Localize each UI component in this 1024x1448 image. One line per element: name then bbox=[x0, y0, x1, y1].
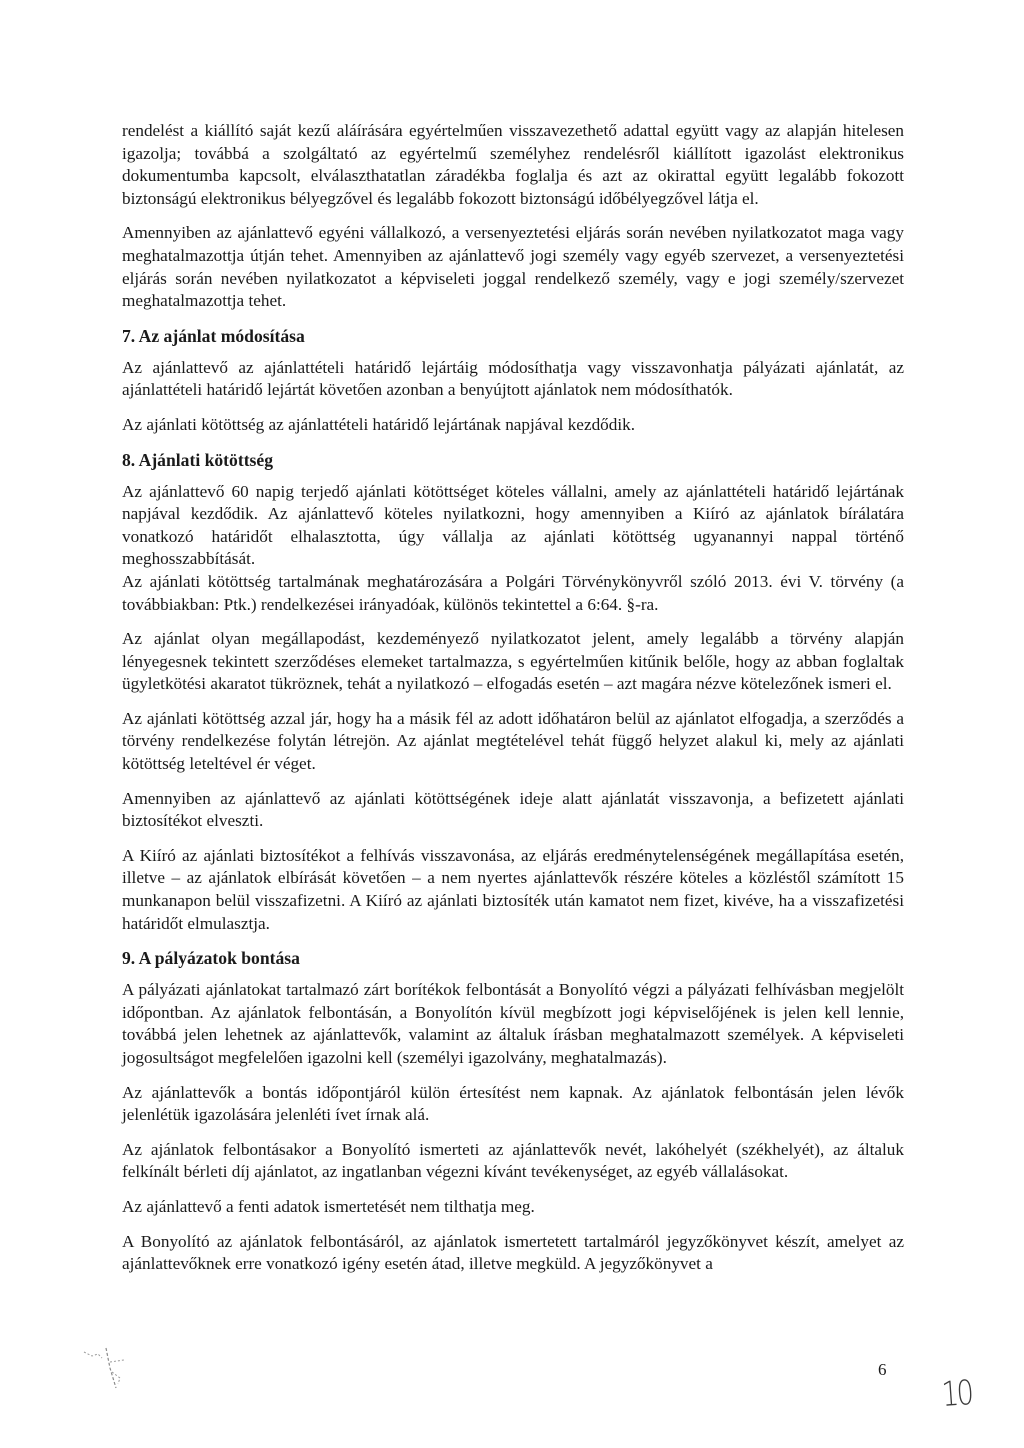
handwritten-page-note: 10 bbox=[940, 1373, 973, 1415]
paragraph: Az ajánlattevők a bontás időpontjáról külön értesítést nem kapnak. Az ajánlatok felbontásán jelen lévők jelenlétük igazolására jelenléti ívet írnak alá. bbox=[122, 1082, 904, 1125]
page-number: 6 bbox=[878, 1360, 887, 1379]
paragraph: rendelést a kiállító saját kezű aláírására egyértelműen visszavezethető adattal együtt vagy az alapján hitelesen igazolja; továbbá a szolgáltató az egyértelmű személyhez rendelésről kiállított igazolást elektronikus dokumentumba kapcsolt, elválaszthatatlan záradékba foglalja és azt az okirattal együtt legalább fokozott biztonságú elektronikus bélyegzővel és legalább fokozott biztonságú időbélyegzővel látja el. bbox=[122, 121, 904, 208]
paragraph: Amennyiben az ajánlattevő az ajánlati kötöttségének ideje alatt ajánlatát visszavonja, a befizetett ajánlati biztosítékot elveszti. bbox=[122, 788, 904, 831]
paragraph: Az ajánlati kötöttség tartalmának meghatározására a Polgári Törvénykönyvről szóló 2013. évi V. törvény (a továbbiakban: Ptk.) rendelkezései irányadóak, különös tekintettel a 6:64. §-ra. bbox=[122, 571, 904, 614]
paragraph: A pályázati ajánlatokat tartalmazó zárt borítékok felbontását a Bonyolító végzi a pályázati felhívásban megjelölt időpontban. Az ajánlatok felbontásán, a Bonyolítón kívül megbízott jogi képviselőjének is jelen kell lennie, továbbá jelen lehetnek az ajánlattevők, valamint az általuk írásban meghatalmazott személyek. A képviseleti jogosultságot megfelelően igazolni kell (személyi igazolvány, meghatalmazás). bbox=[122, 980, 904, 1067]
paragraph: Az ajánlati kötöttség azzal jár, hogy ha a másik fél az adott időhatáron belül az ajánlatot elfogadja, a szerződés a törvény rendelkezése folytán létrejön. Az ajánlat megtételével tehát függő helyzet alakul ki, mely az ajánlati kötöttség leteltével ér véget. bbox=[122, 708, 904, 774]
paragraph: A Kiíró az ajánlati biztosítékot a felhívás visszavonása, az eljárás eredménytelenségének megállapítása esetén, illetve – az ajánlatok elbírását követően – a nem nyertes ajánlattevők részére köteles a közléstől számított 15 munkanapon belül visszafizetni. A Kiíró az ajánlati biztosíték után kamatot nem fizet, kivéve, ha a visszafizetési határidőt elmulasztja. bbox=[122, 845, 904, 933]
section-heading: 9. A pályázatok bontása bbox=[122, 948, 300, 969]
paragraph: Az ajánlattevő a fenti adatok ismertetését nem tilthatja meg. bbox=[122, 1196, 535, 1216]
document-body bbox=[122, 120, 904, 1288]
section-heading: 7. Az ajánlat módosítása bbox=[122, 325, 305, 346]
paragraph: Az ajánlatok felbontásakor a Bonyolító ismerteti az ajánlattevők nevét, lakóhelyét (székhelyét), az általuk felkínált bérleti díj ajánlatot, az ingatlanban végezni kívánt tevékenységet, az egyéb vállalásokat. bbox=[122, 1139, 904, 1182]
paragraph: Az ajánlattevő 60 napig terjedő ajánlati kötöttséget köteles vállalni, amely az ajánlattételi határidő lejártának napjával kezdődik. Az ajánlattevő köteles nyilatkozni, hogy amennyiben a Kiíró az ajánlatok bírálatára vonatkozó határidőt elhalasztotta, úgy vállalja az ajánlati kötöttség ugyanannyi nappal történő meghosszabbítását. bbox=[122, 481, 904, 569]
paragraph: A Bonyolító az ajánlatok felbontásáról, az ajánlatok ismertetett tartalmáról jegyzőkönyvet készít, amelyet az ajánlattevőknek erre vonatkozó igény esetén átad, illetve megküld. A jegyzőkönyvet a bbox=[122, 1231, 904, 1274]
paragraph: Az ajánlattevő az ajánlattételi határidő lejártáig módosíthatja vagy visszavonhatja pályázati ajánlatát, az ajánlattételi határidő lejártát követően azonban a benyújtott ajánlatok nem módosíthatók. bbox=[122, 357, 904, 400]
paragraph: Az ajánlat olyan megállapodást, kezdeményező nyilatkozatot jelent, amely legalább a törvény alapján lényegesnek tekintett szerződéses elemeket tartalmazza, s egyértelműen kitűnik belőle, hogy az abban foglaltak ügyletkötési akaratot tükröznek, tehát a nyilatkozó – elfogadás esetén – azt magára nézve kötelezőnek ismeri el. bbox=[122, 629, 904, 694]
section-heading: 8. Ajánlati kötöttség bbox=[122, 449, 274, 470]
paragraph: Az ajánlati kötöttség az ajánlattételi határidő lejártának napjával kezdődik. bbox=[122, 414, 636, 434]
paragraph: Amennyiben az ajánlattevő egyéni vállalkozó, a versenyeztetési eljárás során nevében nyilatkozatot maga vagy meghatalmazottja útján tehet. Amennyiben az ajánlattevő jogi személy vagy egyéb szervezet, a versenyeztetési eljárás során nevében nyilatkozatot a képviseleti joggal rendelkező személy, vagy e jogi személy/szervezet meghatalmazottja tehet. bbox=[122, 223, 904, 311]
initials-mark bbox=[80, 1338, 150, 1394]
